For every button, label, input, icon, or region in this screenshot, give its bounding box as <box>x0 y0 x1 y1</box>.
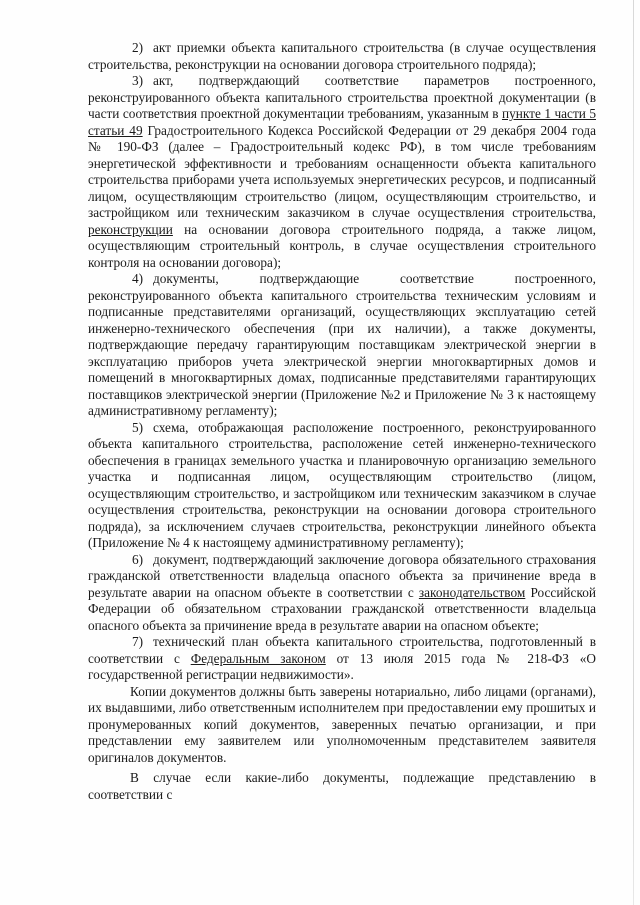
list-item-text: акт, подтверждающий соответствие параметров построенного, реконструированного объекта капитального строительства проектной документации (в части соответствия проектной документации требованиям, указанным в <box>88 73 596 121</box>
list-item-text: технический план объекта капитального строительства, подготовленный в соответствии с <box>88 634 596 666</box>
list-item-number: 7) <box>132 634 144 649</box>
document-link[interactable]: Федеральным законом <box>190 650 326 666</box>
list-item-text: схема, отображающая расположение построенного, реконструированного объекта капитального строительства, расположение сетей инженерно-технического обеспечения в границах земельного участка и планировочную организацию земельного участка и подписанная лицом, осуществляющим строительство (лицом, осуществляющим строительство, и застройщиком или техническим заказчиком в случае осуществления строительства, реконструкции на основании договора строительного подряда), за исключением случаев строительства, реконструкции линейного объекта (Приложение № 4 к настоящему административному регламенту); <box>88 419 596 550</box>
list-item-number: 4) <box>132 271 144 286</box>
list-item <box>88 40 596 73</box>
list-item <box>88 73 596 271</box>
document-link[interactable]: реконструкции <box>88 221 173 237</box>
list-item-text: от 13 июля 2015 года № 218-ФЗ «О государственной регистрации недвижимости». <box>88 650 597 682</box>
list-item <box>88 634 596 684</box>
list-item <box>88 420 596 552</box>
list-item-text: Градостроительного Кодекса Российской Федерации от 29 декабря 2004 года № 190-ФЗ (далее – Градостроительный кодекс РФ), в том числе требованиям энергетической эффективности и требованиям оснащенности объекта капитального строительства приборами учета используемых энергетических ресурсов, и подписанный лицом, осуществляющим строительство (лицом, осуществляющим строительство, и застройщиком или техническим заказчиком в случае осуществления строительства, <box>88 122 597 220</box>
list-item-text: акт приемки объекта капитального строительства (в случае осуществления строительства, реконструкции на основании договора строительного подряда); <box>88 40 596 72</box>
list-item-text: документы, подтверждающие соответствие построенного, реконструированного объекта капитального строительства техническим условиям и подписанные представителями организаций, осуществляющих эксплуатацию сетей инженерно-технического обеспечения (при их наличии), а также документы, подтверждающие передачу гарантирующим поставщикам электрической энергии в эксплуатацию приборов учета электрической энергии многоквартирных домов и помещений в многоквартирных домах, подписанные представителями гарантирующих поставщиков электрической энергии (Приложение №2 и Приложение № 3 к настоящему административному регламенту); <box>88 271 596 418</box>
document-body <box>88 40 596 803</box>
list-item-number: 3) <box>132 73 144 88</box>
document-link[interactable]: пункте 1 части 5 статьи 49 <box>88 106 596 138</box>
list-item-number: 5) <box>132 419 144 435</box>
body-paragraph: Копии документов должны быть заверены нотариально, либо лицами (органами), их выдавшими, либо ответственным исполнителем при предоставлении ему прошитых и пронумерованных копий документов, заверенных печатью организации, и при представлении ему заявителем или уполномоченным представителем заявителя оригиналов документов. <box>88 683 596 765</box>
list-item-number: 2) <box>132 40 144 55</box>
list-item-text: на основании договора строительного подряда, а также лицом, осуществляющим строительный контроль, в случае осуществления строительного контроля на основании договора); <box>88 221 596 270</box>
list-item <box>88 552 596 635</box>
list-item-number: 6) <box>132 551 144 567</box>
list-item-text: документ, подтверждающий заключение договора обязательного страхования гражданской ответственности владельца опасного объекта за причинение вреда в результате аварии на опасном объекте в соответствии с <box>88 551 596 600</box>
list-item <box>88 271 596 420</box>
scan-edge <box>633 0 634 905</box>
body-paragraph: В случае если какие-либо документы, подлежащие представлению в соответствии с <box>88 770 596 802</box>
list-item-text: Российской Федерации об обязательном страховании гражданской ответственности владельца опасного объекта за причинение вреда в результате аварии на опасном объекте; <box>88 584 596 633</box>
document-link[interactable]: законодательством <box>418 584 526 600</box>
